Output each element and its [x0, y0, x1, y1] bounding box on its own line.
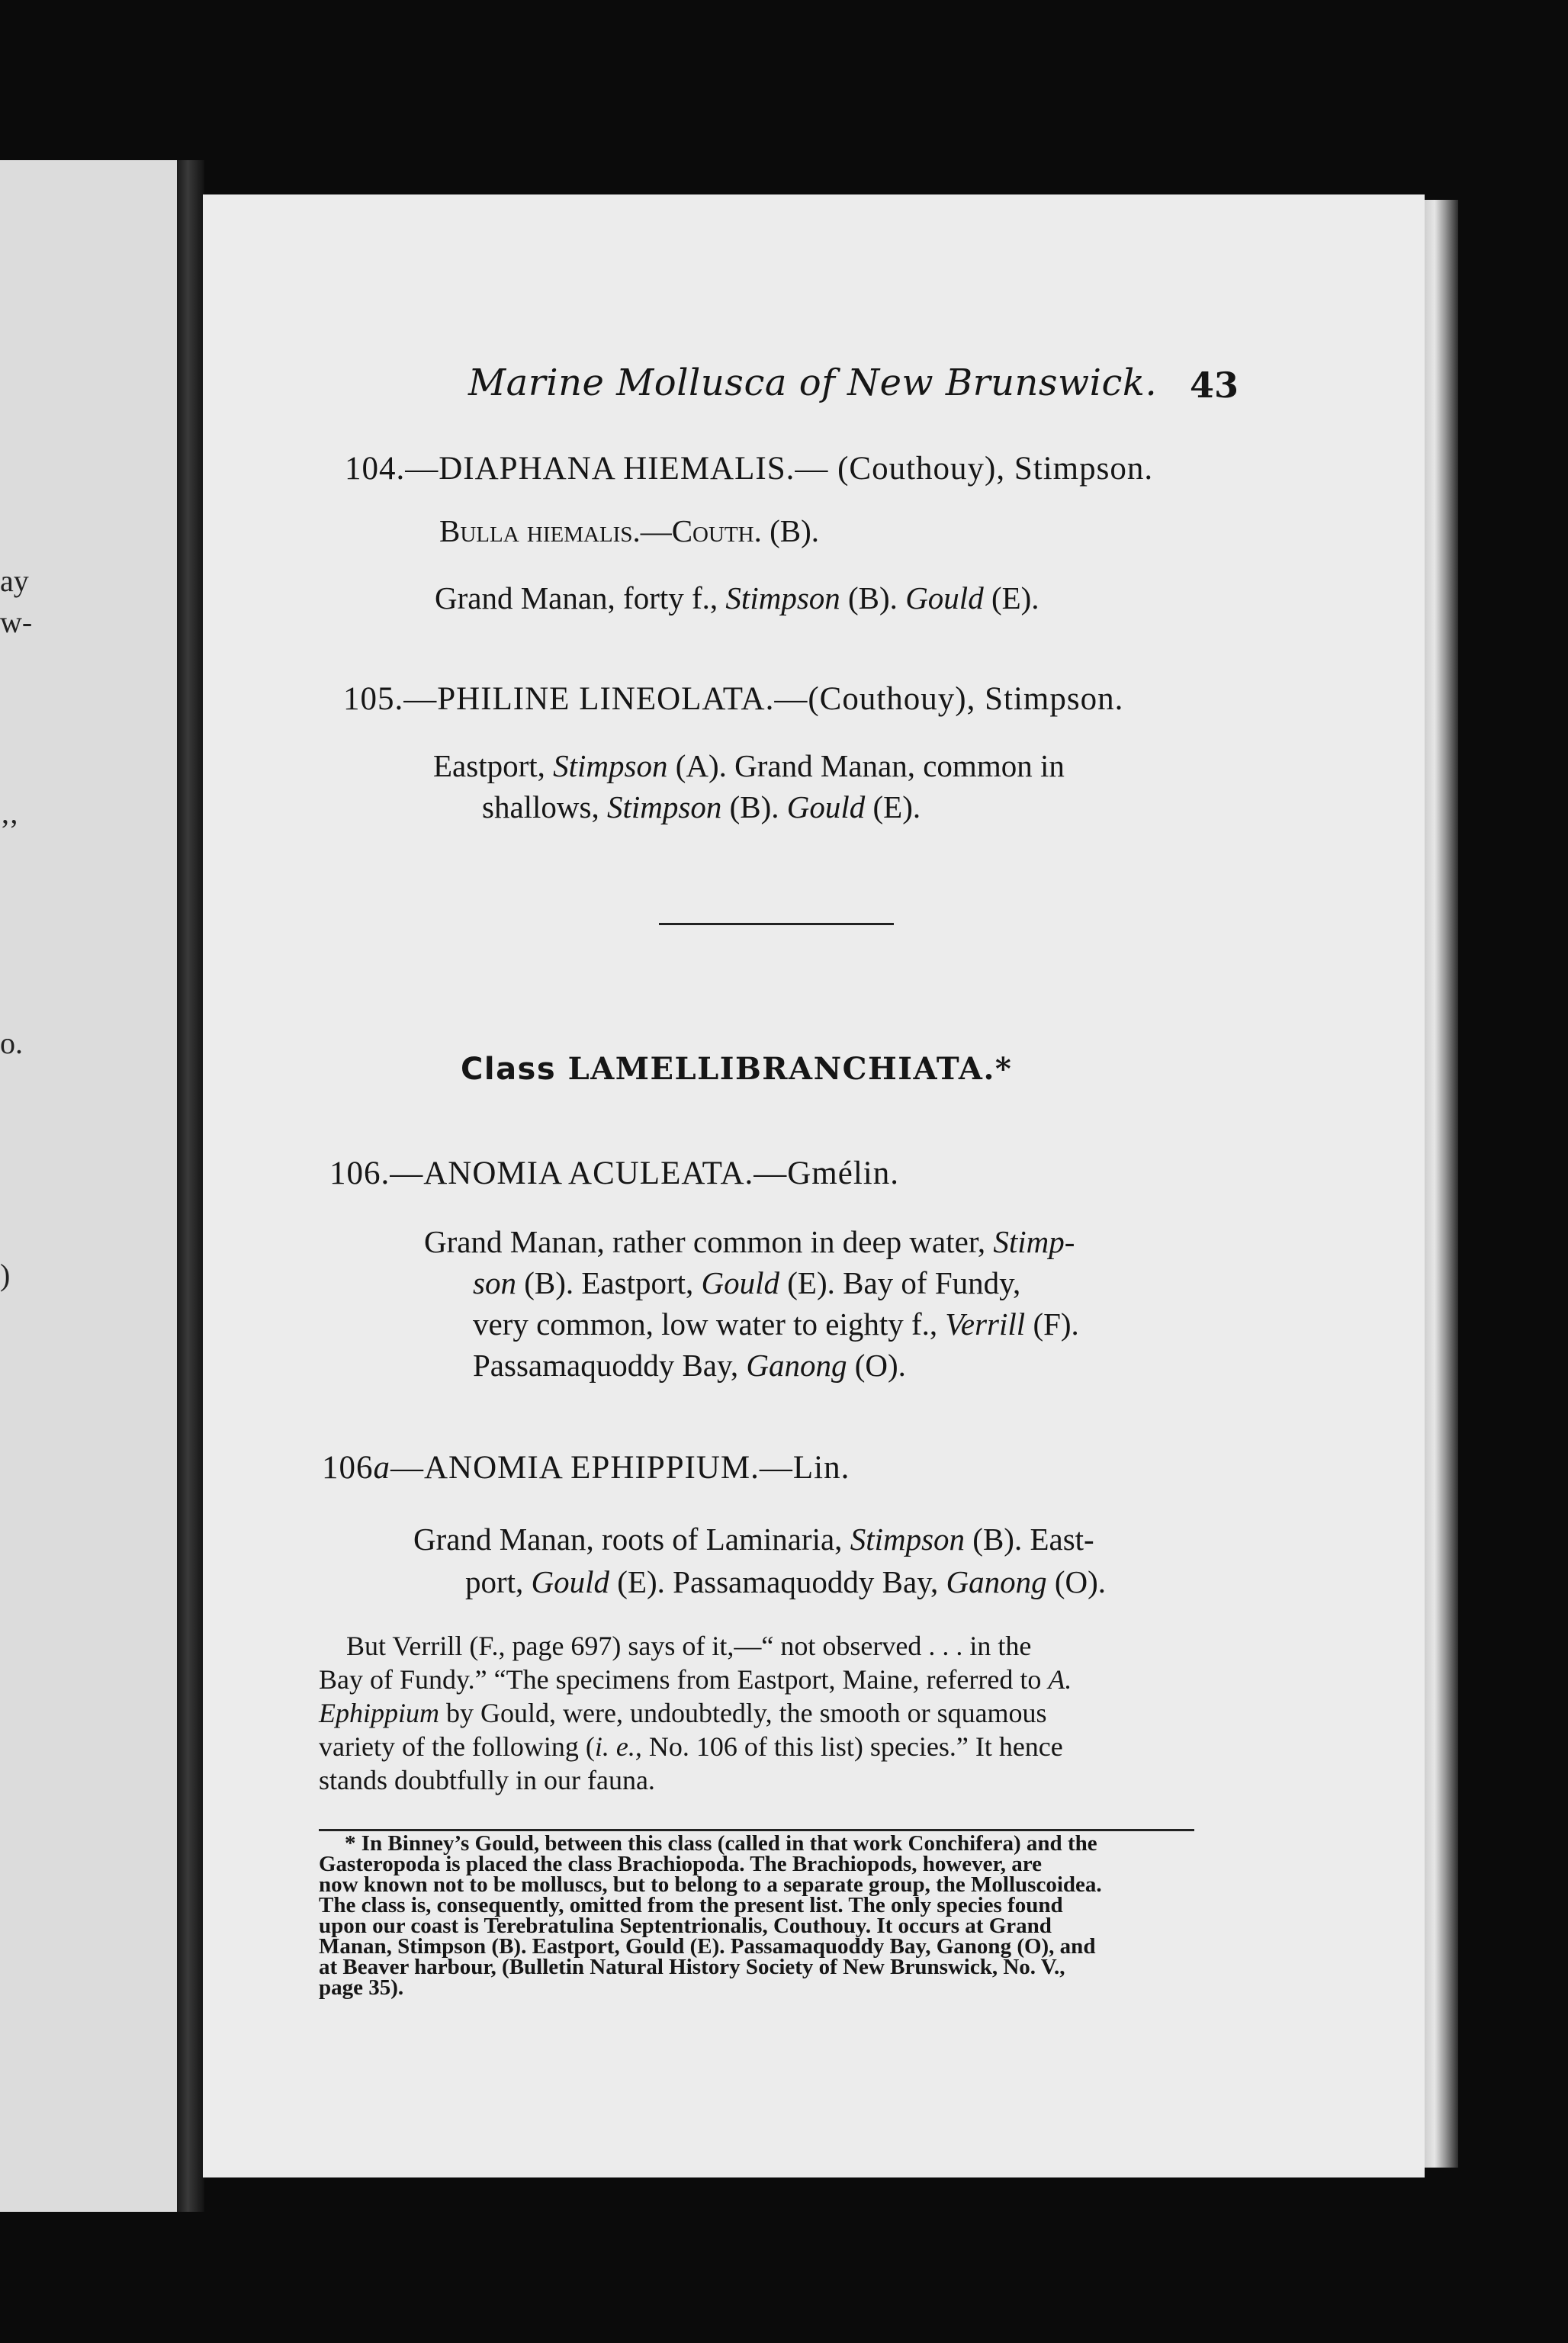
footnote-line: * In Binney’s Gould, between this class (called in that work Conchifera) and the [345, 1831, 1097, 1856]
entry-106-locality-line: Passamaquoddy Bay, Ganong (O). [473, 1348, 906, 1383]
footnote-line: upon our coast is Terebratulina Septentrionalis, Couthouy. It occurs at Grand [319, 1914, 1052, 1938]
entry-104-locality: Grand Manan, forty f., Stimpson (B). Gould (E). [435, 580, 1039, 615]
left-page-fragment: w- [0, 605, 33, 639]
entry-106-locality-line: son (B). Eastport, Gould (E). Bay of Fundy, [473, 1265, 1021, 1300]
page-edge-shadow [1425, 200, 1458, 2168]
entry-105-heading: 105.—PHILINE LINEOLATA.—(Couthouy), Stimpson. [343, 681, 1124, 717]
left-facing-page [0, 160, 177, 2212]
entry-105-locality-line: shallows, Stimpson (B). Gould (E). [482, 789, 921, 824]
note-line: Ephippium by Gould, were, undoubtedly, the smooth or squamous [319, 1698, 1047, 1728]
entry-106a-locality-line: Grand Manan, roots of Laminaria, Stimpson (B). East- [413, 1522, 1094, 1557]
section-divider [659, 923, 894, 925]
page-number: 43 [1190, 365, 1239, 406]
left-page-fragment: ‚, [0, 795, 18, 830]
footnote-line: Manan, Stimpson (B). Eastport, Gould (E). Passamaquoddy Bay, Ganong (O), and [319, 1934, 1096, 1959]
entry-106a-heading: 106a—ANOMIA EPHIPPIUM.—Lin. [322, 1450, 850, 1486]
entry-106a-locality-line: port, Gould (E). Passamaquoddy Bay, Ganong (O). [465, 1564, 1107, 1599]
footnote-line: Gasteropoda is placed the class Brachiopoda. The Brachiopods, however, are [319, 1852, 1042, 1876]
footnote-line: now known not to be molluscs, but to belong to a separate group, the Molluscoidea. [319, 1872, 1102, 1897]
entry-106-locality-line: very common, low water to eighty f., Verrill (F). [473, 1306, 1079, 1342]
running-header-title: Marine Mollusca of New Brunswick. [468, 362, 1158, 404]
footnote-line: at Beaver harbour, (Bulletin Natural History Society of New Brunswick, No. V., [319, 1955, 1065, 1979]
entry-105-locality-line: Eastport, Stimpson (A). Grand Manan, common in [433, 748, 1065, 783]
entry-104-heading: 104.—DIAPHANA HIEMALIS.— (Couthouy), Stimpson. [345, 451, 1154, 487]
note-line: variety of the following (i. e., No. 106 of this list) species.” It hence [319, 1731, 1063, 1762]
entry-104-synonym: Bulla hiemalis.—Couth. (B). [439, 513, 819, 548]
left-page-fragment: o. [0, 1026, 23, 1060]
note-line: stands doubtfully in our fauna. [319, 1765, 655, 1795]
book-gutter [177, 160, 204, 2212]
left-page-fragment: ay [0, 564, 29, 598]
note-line: Bay of Fundy.” “The specimens from Eastport, Maine, referred to A. [319, 1664, 1072, 1695]
entry-106-locality-line: Grand Manan, rather common in deep water, Stimp- [424, 1224, 1075, 1259]
footnote-line: page 35). [319, 1975, 404, 2000]
entry-106-heading: 106.—ANOMIA ACULEATA.—Gmélin. [329, 1155, 899, 1191]
left-page-fragment: ) [0, 1258, 11, 1292]
footnote-line: The class is, consequently, omitted from the present list. The only species found [319, 1893, 1063, 1917]
note-line: But Verrill (F., page 697) says of it,—“ not observed . . . in the [346, 1631, 1032, 1661]
class-heading: Class LAMELLIBRANCHIATA.* [461, 1051, 1013, 1087]
